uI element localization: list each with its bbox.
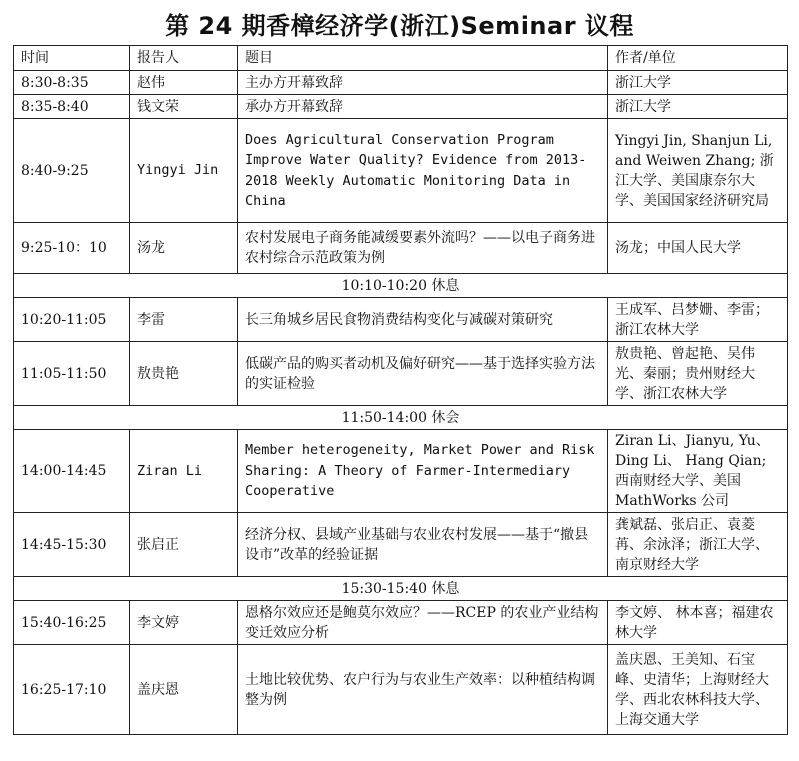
cell-time: 8:35-8:40 [14, 95, 130, 119]
cell-topic: 恩格尔效应还是鲍莫尔效应？——RCEP 的农业产业结构变迁效应分析 [238, 601, 608, 645]
table-row [14, 601, 788, 645]
header-time: 时间 [14, 46, 130, 71]
cell-speaker: 汤龙 [130, 223, 238, 274]
cell-time: 14:00-14:45 [14, 430, 130, 513]
cell-speaker: 盖庆恩 [130, 645, 238, 735]
table-row [14, 223, 788, 274]
table-row [14, 298, 788, 342]
cell-author: Yingyi Jin, Shanjun Li, and Weiwen Zhang; 浙江大学、美国康奈尔大学、美国国家经济研究局 [608, 119, 788, 223]
cell-time: 14:45-15:30 [14, 513, 130, 577]
table-row [14, 342, 788, 406]
break-label: 11:50-14:00 休会 [14, 406, 788, 430]
table-row [14, 645, 788, 735]
header-topic: 题目 [238, 46, 608, 71]
table-row [14, 95, 788, 119]
cell-time: 8:30-8:35 [14, 71, 130, 95]
cell-time: 16:25-17:10 [14, 645, 130, 735]
cell-author: 汤龙；中国人民大学 [608, 223, 788, 274]
cell-author: 盖庆恩、王美知、石宝峰、史清华；上海财经大学、西北农林科技大学、上海交通大学 [608, 645, 788, 735]
cell-topic: 主办方开幕致辞 [238, 71, 608, 95]
cell-author: 王成军、吕梦姗、李雷；浙江农林大学 [608, 298, 788, 342]
cell-speaker: 敖贵艳 [130, 342, 238, 406]
cell-author: 李文婷、 林本喜；福建农林大学 [608, 601, 788, 645]
cell-time: 11:05-11:50 [14, 342, 130, 406]
cell-topic: 经济分权、县域产业基础与农业农村发展——基于“撤县设市”改革的经验证据 [238, 513, 608, 577]
cell-time: 15:40-16:25 [14, 601, 130, 645]
table-header-row [14, 46, 788, 71]
table-row [14, 430, 788, 513]
cell-speaker: Yingyi Jin [130, 119, 238, 223]
cell-author: 敖贵艳、曾起艳、吴伟光、秦丽；贵州财经大学、浙江农林大学 [608, 342, 788, 406]
cell-author: 浙江大学 [608, 95, 788, 119]
header-speaker: 报告人 [130, 46, 238, 71]
cell-topic: 农村发展电子商务能减缓要素外流吗？——以电子商务进农村综合示范政策为例 [238, 223, 608, 274]
break-label: 10:10-10:20 休息 [14, 274, 788, 298]
cell-speaker: 钱文荣 [130, 95, 238, 119]
cell-author: Ziran Li、Jianyu, Yu、Ding Li、 Hang Qian; 西南财经大学、美国 MathWorks 公司 [608, 430, 788, 513]
table-row [14, 71, 788, 95]
cell-topic: 低碳产品的购买者动机及偏好研究——基于选择实验方法的实证检验 [238, 342, 608, 406]
cell-speaker: 李雷 [130, 298, 238, 342]
cell-time: 10:20-11:05 [14, 298, 130, 342]
cell-author: 浙江大学 [608, 71, 788, 95]
cell-author: 龚斌磊、张启正、袁菱苒、余泳泽；浙江大学、南京财经大学 [608, 513, 788, 577]
cell-time: 8:40-9:25 [14, 119, 130, 223]
cell-topic: Member heterogeneity, Market Power and Risk Sharing: A Theory of Farmer-Intermediary Cooperative [238, 430, 608, 513]
cell-topic: 承办方开幕致辞 [238, 95, 608, 119]
cell-time: 9:25-10：10 [14, 223, 130, 274]
cell-topic: Does Agricultural Conservation Program Improve Water Quality? Evidence from 2013-2018 Weekly Automatic Monitoring Data in China [238, 119, 608, 223]
table-row [14, 513, 788, 577]
cell-speaker: 赵伟 [130, 71, 238, 95]
header-author: 作者/单位 [608, 46, 788, 71]
break-row [14, 406, 788, 430]
cell-topic: 长三角城乡居民食物消费结构变化与减碳对策研究 [238, 298, 608, 342]
cell-speaker: Ziran Li [130, 430, 238, 513]
break-row [14, 274, 788, 298]
cell-speaker: 李文婷 [130, 601, 238, 645]
break-row [14, 577, 788, 601]
page-title: 第 24 期香樟经济学(浙江)Seminar 议程 [165, 12, 634, 40]
agenda-table [13, 45, 788, 735]
cell-speaker: 张启正 [130, 513, 238, 577]
break-label: 15:30-15:40 休息 [14, 577, 788, 601]
table-row [14, 119, 788, 223]
cell-topic: 土地比较优势、农户行为与农业生产效率：以种植结构调整为例 [238, 645, 608, 735]
